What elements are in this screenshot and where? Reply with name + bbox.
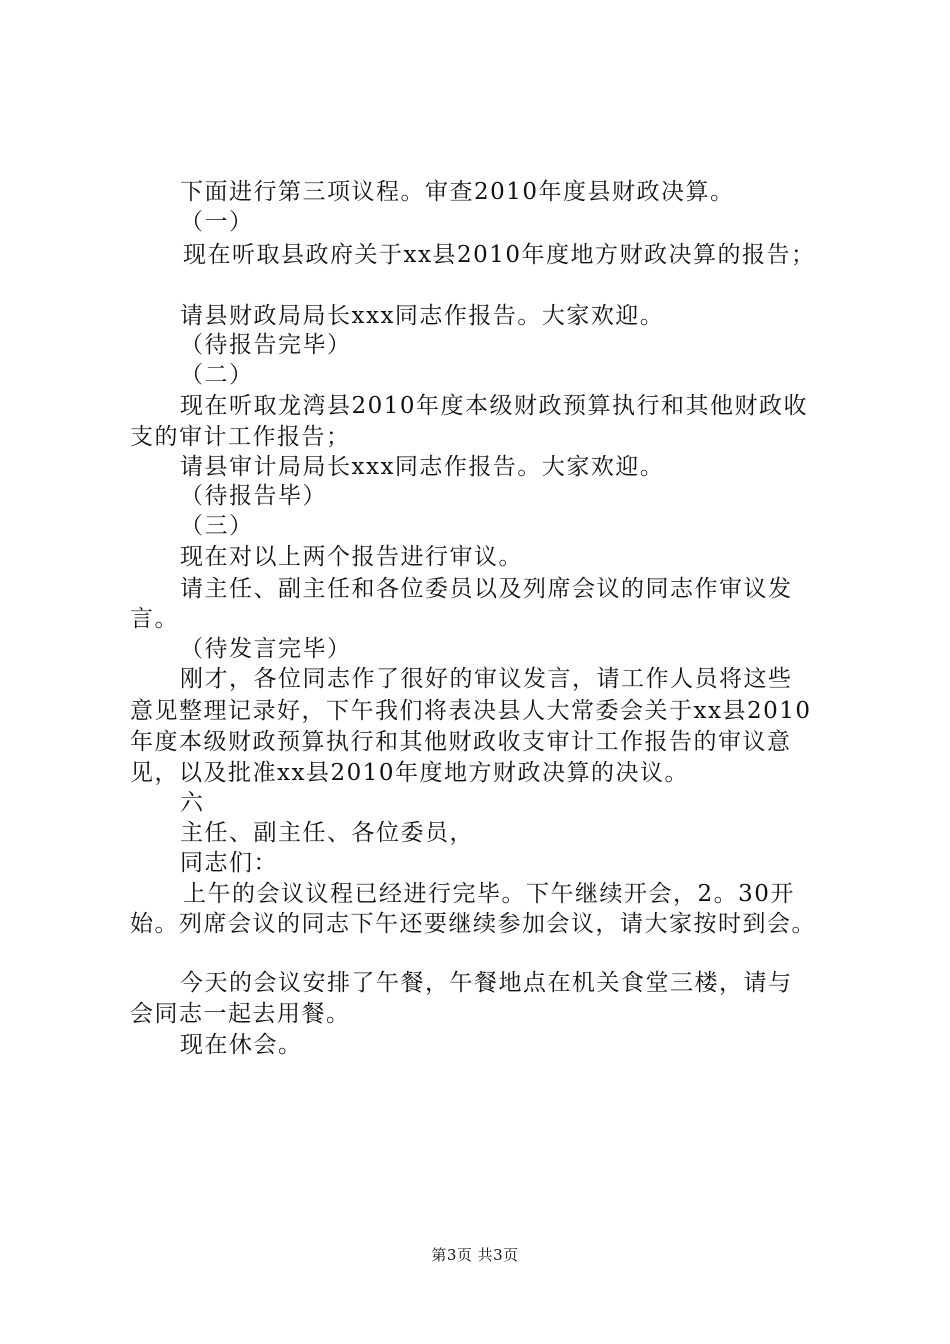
paragraph-line: 现在听取县政府关于xx县2010年度地方财政决算的报告； bbox=[183, 242, 816, 268]
paragraph-line: 支的审计工作报告； bbox=[130, 424, 351, 450]
paragraph-line: 现在休会。 bbox=[180, 1032, 303, 1058]
paragraph-line: （待报告完毕） bbox=[180, 332, 352, 358]
paragraph-line: 请县审计局局长xxx同志作报告。大家欢迎。 bbox=[180, 454, 665, 480]
paragraph-line: 请主任、副主任和各位委员以及列席会议的同志作审议发 bbox=[180, 576, 793, 602]
paragraph-line: 下面进行第三项议程。审查2010年度县财政决算。 bbox=[180, 179, 735, 205]
paragraph-line: 今天的会议安排了午餐，午餐地点在机关食堂三楼，请与 bbox=[180, 970, 793, 996]
paragraph-line: 始。列席会议的同志下午还要继续参加会议，请大家按时到会。 bbox=[130, 911, 816, 937]
paragraph-line: 意见整理记录好，下午我们将表决县人大常委会关于xx县2010 bbox=[130, 698, 812, 724]
paragraph-line: 会同志一起去用餐。 bbox=[130, 1001, 351, 1027]
paragraph-line: （二） bbox=[180, 362, 254, 388]
paragraph-line: 年度本级财政预算执行和其他财政收支审计工作报告的审议意 bbox=[130, 729, 792, 755]
page-footer: 第3页 共3页 bbox=[431, 1246, 519, 1264]
paragraph-line: 六 bbox=[180, 790, 205, 816]
paragraph-line: （三） bbox=[180, 513, 254, 539]
paragraph-line: 见，以及批准xx县2010年度地方财政决算的决议。 bbox=[130, 760, 689, 786]
paragraph-line: （待发言完毕） bbox=[180, 636, 352, 662]
paragraph-line: 同志们： bbox=[180, 850, 278, 876]
paragraph-line: （待报告毕） bbox=[180, 483, 327, 509]
paragraph-line: 上午的会议议程已经进行完毕。下午继续开会，2。30开 bbox=[183, 881, 795, 907]
paragraph-line: （一） bbox=[180, 209, 254, 235]
paragraph-line: 请县财政局局长xxx同志作报告。大家欢迎。 bbox=[180, 303, 665, 329]
paragraph-line: 主任、副主任、各位委员， bbox=[180, 820, 474, 846]
paragraph-line: 言。 bbox=[130, 606, 179, 632]
paragraph-line: 现在对以上两个报告进行审议。 bbox=[180, 544, 523, 570]
paragraph-line: 现在听取龙湾县2010年度本级财政预算执行和其他财政收 bbox=[180, 393, 809, 419]
paragraph-line: 刚才，各位同志作了很好的审议发言，请工作人员将这些 bbox=[180, 666, 793, 692]
